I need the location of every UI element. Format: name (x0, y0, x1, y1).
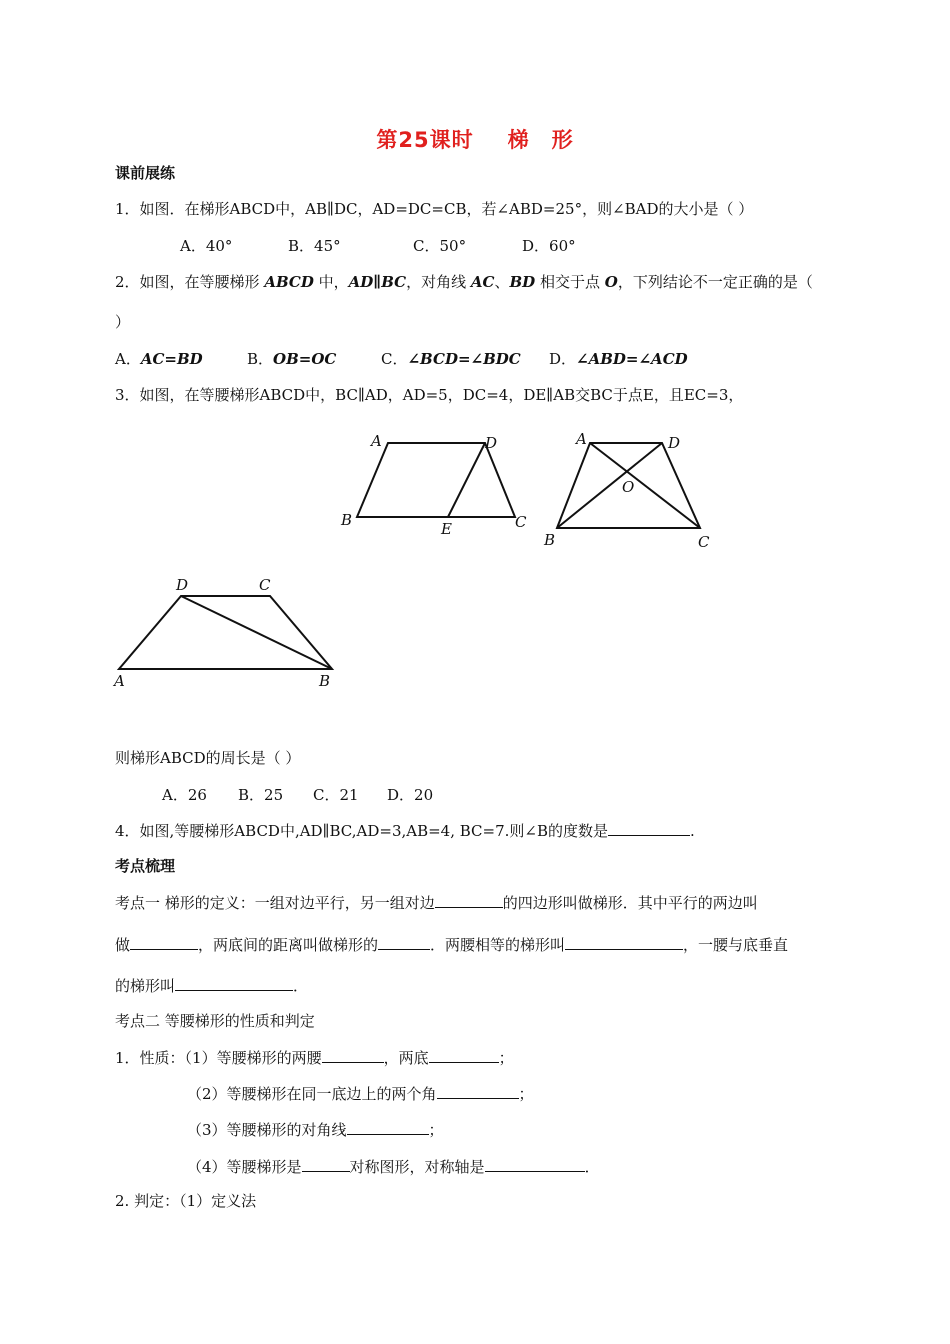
vertex-label: O (622, 478, 635, 496)
question-3-options (162, 785, 433, 805)
keypoint-2-title: 考点二 等腰梯形的性质和判定 (115, 1012, 315, 1030)
vertex-label: C (698, 533, 710, 551)
answer-blank[interactable] (485, 1156, 585, 1172)
option: B．OB=OC (247, 350, 337, 368)
option: B．25 (238, 786, 284, 804)
question-1-options (180, 236, 576, 256)
vertex-label: C (515, 513, 527, 531)
page-title: 第25课时 梯 形 (376, 128, 574, 152)
answer-blank[interactable] (565, 934, 683, 950)
vertex-label: D (485, 434, 498, 452)
question-3: 3．如图，在等腰梯形ABCD中，BC∥AD，AD=5，DC=4，DE∥AB交BC于点E，且EC=3， (115, 386, 744, 404)
vertex-label: A (576, 430, 587, 448)
vertex-label: C (259, 576, 271, 594)
option: A．AC=BD (115, 350, 203, 368)
answer-blank[interactable] (322, 1047, 384, 1063)
property-4: （4）等腰梯形是 对称图形，对称轴是 ． (187, 1158, 600, 1176)
answer-blank[interactable] (302, 1156, 350, 1172)
question-2-close: ） (115, 313, 131, 331)
answer-blank[interactable] (347, 1119, 429, 1135)
answer-blank[interactable] (175, 975, 293, 991)
answer-blank[interactable] (608, 820, 690, 836)
option: A．26 (162, 786, 207, 804)
question-2: 2．如图，在等腰梯形 ABCD 中，AD∥BC，对角线 AC、BD 相交于点 O，下列结论不一定正确的是（ (115, 273, 813, 291)
answer-blank[interactable] (130, 934, 198, 950)
figure-trapezoid-db (110, 572, 350, 690)
option: C．21 (313, 786, 359, 804)
vertex-label: A (371, 432, 382, 450)
determination: 2. 判定：（1）定义法 (115, 1192, 257, 1210)
answer-blank[interactable] (378, 934, 430, 950)
question-2-options (115, 349, 688, 369)
vertex-label: A (114, 672, 125, 690)
question-3-continued: 则梯形ABCD的周长是（ ） (115, 749, 301, 767)
answer-blank[interactable] (435, 892, 503, 908)
question-4: 4．如图,等腰梯形ABCD中,AD∥BC,AD=3,AB=4, BC=7.则∠B的度数是 . (115, 822, 695, 840)
option: C．∠BCD=∠BDC (381, 350, 521, 368)
option: B．45° (288, 237, 341, 255)
option: D．60° (522, 237, 576, 255)
question-1: 1．如图．在梯形ABCD中，AB∥DC，AD=DC=CB，若∠ABD=25°，则∠BAD的大小是（ ） (115, 200, 754, 218)
figure-trapezoid-diagonals (540, 430, 730, 552)
option: D．20 (387, 786, 434, 804)
vertex-label: B (319, 672, 331, 690)
property-3: （3）等腰梯形的对角线 ； (187, 1121, 444, 1139)
option: A．40° (180, 237, 233, 255)
answer-blank[interactable] (437, 1083, 519, 1099)
vertex-label: D (668, 434, 681, 452)
option: C．50° (413, 237, 467, 255)
keypoint-1-line-3: 的梯形叫 ． (115, 977, 309, 995)
section-heading-review: 考点梳理 (115, 857, 176, 875)
figure-trapezoid-de (335, 428, 535, 540)
section-heading-preview: 课前展练 (115, 164, 176, 182)
option: D．∠ABD=∠ACD (549, 350, 688, 368)
vertex-label: D (176, 576, 189, 594)
vertex-label: B (341, 511, 353, 529)
property-2: （2）等腰梯形在同一底边上的两个角 ； (187, 1085, 534, 1103)
answer-blank[interactable] (429, 1047, 499, 1063)
vertex-label: E (441, 520, 452, 538)
property-1: 1．性质：（1）等腰梯形的两腰 ，两底 ； (115, 1049, 514, 1067)
keypoint-1-line-1: 考点一 梯形的定义：一组对边平行，另一组对边 的四边形叫做梯形．其中平行的两边叫 (115, 894, 758, 912)
keypoint-1-line-2: 做 ，两底间的距离叫做梯形的 ．两腰相等的梯形叫 ，一腰与底垂直 (115, 936, 789, 954)
vertex-label: B (544, 531, 556, 549)
